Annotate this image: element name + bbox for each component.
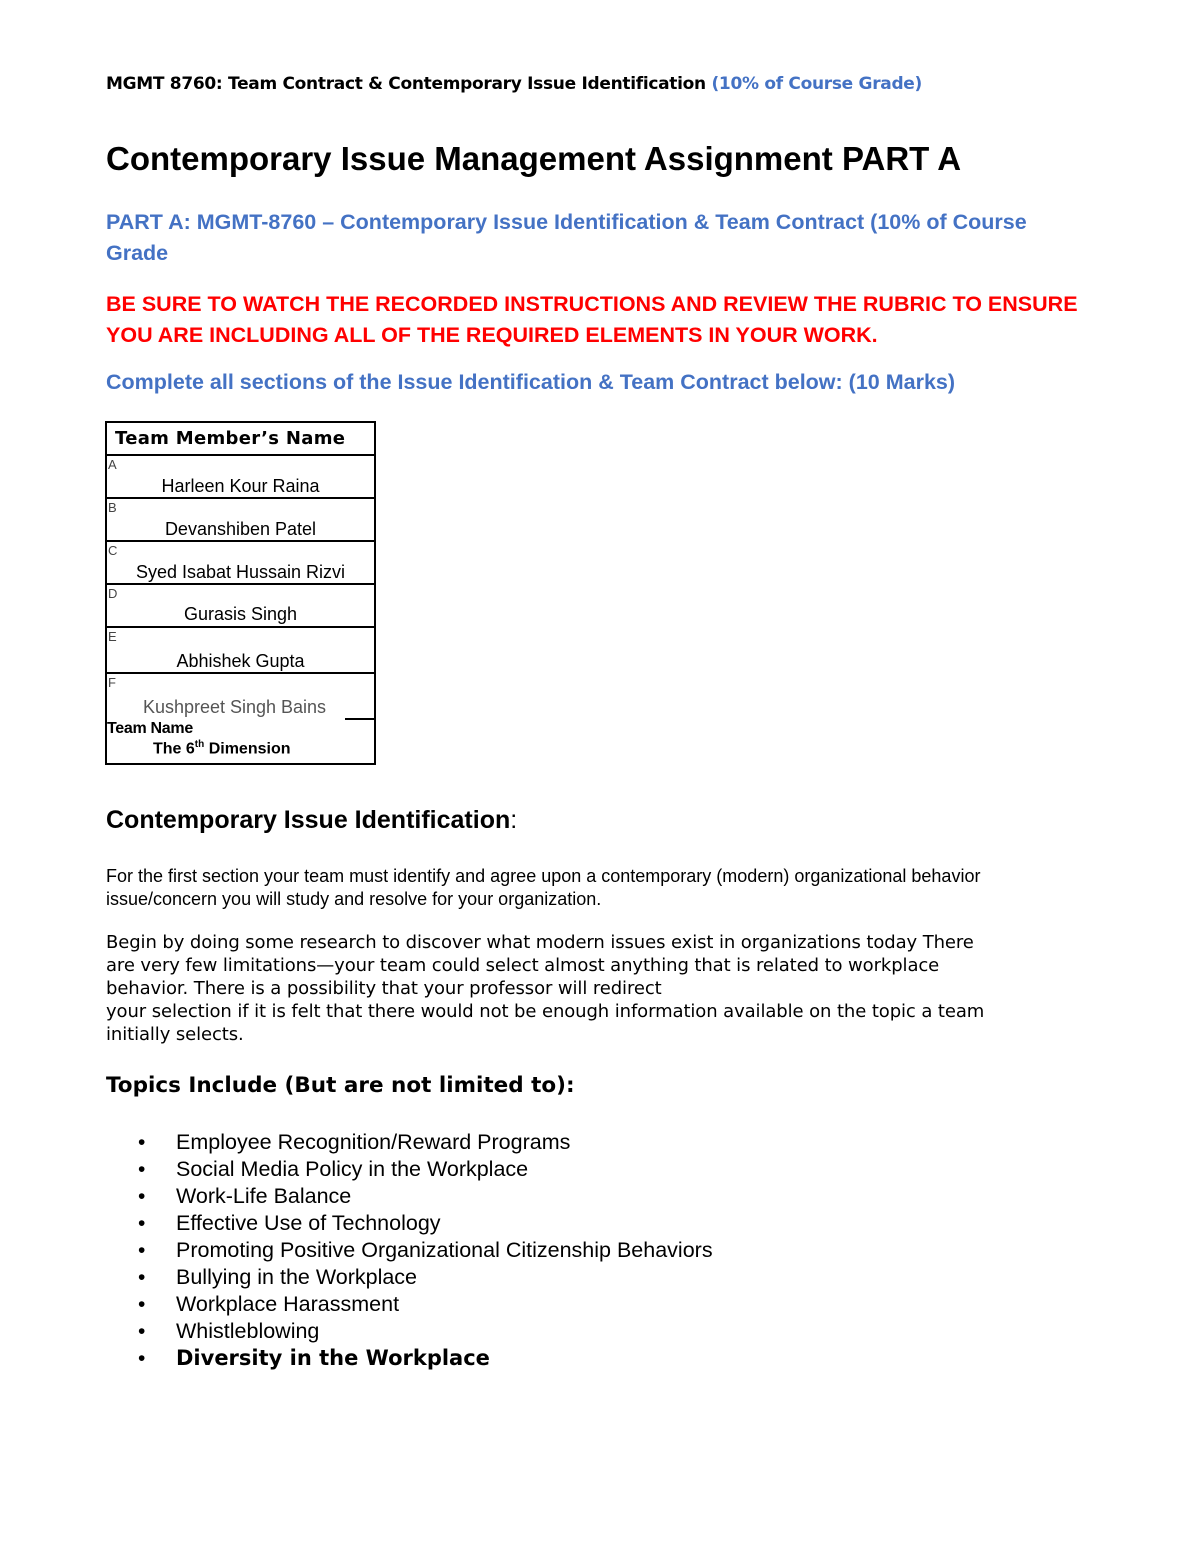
team-member-table — [105, 421, 376, 765]
team-member-row — [107, 456, 374, 499]
page-title: Contemporary Issue Management Assignment PART A — [106, 140, 962, 177]
member-letter: A — [108, 457, 117, 472]
team-member-row — [107, 628, 374, 674]
bullet-icon: • — [138, 1185, 146, 1208]
course-line: MGMT 8760: Team Contract & Contemporary Issue Identification — [106, 74, 706, 94]
topic-text: Employee Recognition/Reward Programs — [176, 1130, 571, 1154]
topic-text: Diversity in the Workplace — [176, 1346, 490, 1370]
bullet-icon: • — [138, 1212, 146, 1235]
issue-section-colon: : — [510, 806, 518, 834]
bullet-icon: • — [138, 1266, 146, 1289]
bullet-icon: • — [138, 1347, 146, 1370]
member-letter: F — [108, 675, 116, 690]
issue-paragraph-2 — [106, 931, 1096, 1046]
member-letter: E — [108, 629, 117, 644]
topic-text: Whistleblowing — [176, 1319, 320, 1343]
paragraph-line: Begin by doing some research to discover what modern issues exist in organizations today There — [106, 932, 974, 953]
team-name-sup: th — [194, 739, 205, 750]
team-member-row — [107, 542, 374, 585]
team-table-header-label: Team Member’s Name — [115, 428, 346, 449]
bullet-icon: • — [138, 1293, 146, 1316]
member-name: Abhishek Gupta — [176, 651, 305, 671]
paragraph-line: your selection if it is felt that there would not be enough information available on the topic a team — [106, 1001, 985, 1022]
issue-paragraph-1: For the first section your team must identify and agree upon a contemporary (modern) organizational behavior issue/concern you will study and resolve for your organization. — [106, 866, 981, 909]
team-member-row — [107, 585, 374, 628]
topic-text: Social Media Policy in the Workplace — [176, 1157, 529, 1181]
warning-text: BE SURE TO WATCH THE RECORDED INSTRUCTIONS AND REVIEW THE RUBRIC TO ENSURE YOU ARE INCLUDING ALL OF THE REQUIRED ELEMENTS IN YOUR WORK. — [106, 292, 1078, 347]
issue-section-title — [106, 806, 517, 835]
member-letter: B — [108, 500, 117, 515]
member-name: Gurasis Singh — [183, 604, 298, 624]
member-letter: C — [108, 543, 118, 558]
team-name-row — [107, 720, 374, 765]
topic-text: Work-Life Balance — [176, 1184, 352, 1208]
topic-text: Bullying in the Workplace — [176, 1265, 418, 1289]
team-member-row — [107, 674, 374, 720]
bullet-icon: • — [138, 1239, 146, 1262]
topic-text: Promoting Positive Organizational Citizenship Behaviors — [176, 1238, 713, 1262]
team-name-value — [153, 739, 290, 758]
issue-section-title-text: Contemporary Issue Identification — [106, 806, 511, 834]
team-name-suffix: Dimension — [204, 740, 291, 758]
bullet-icon: • — [138, 1320, 146, 1343]
course-header — [106, 74, 922, 94]
member-name: Syed Isabat Hussain Rizvi — [135, 562, 346, 582]
complete-instruction: Complete all sections of the Issue Identification & Team Contract below: (10 Marks) — [106, 370, 956, 394]
member-name: Kushpreet Singh Bains — [142, 697, 327, 717]
part-a-heading: PART A: MGMT-8760 – Contemporary Issue Identification & Team Contract (10% of Course Grade — [106, 210, 1027, 265]
member-name: Devanshiben Patel — [164, 519, 317, 539]
member-letter: D — [108, 586, 118, 601]
topic-text: Effective Use of Technology — [176, 1211, 441, 1235]
team-table-header — [107, 423, 374, 456]
grade-note: (10% of Course Grade) — [711, 74, 923, 94]
bullet-icon: • — [138, 1131, 146, 1154]
member-name: Harleen Kour Raina — [161, 476, 320, 496]
team-member-row — [107, 499, 374, 542]
bullet-icon: • — [138, 1158, 146, 1181]
paragraph-line: behavior. There is a possibility that your professor will redirect — [106, 978, 662, 999]
paragraph-line: initially selects. — [106, 1024, 244, 1045]
team-name-prefix: The 6 — [153, 740, 195, 758]
paragraph-line: are very few limitations—your team could select almost anything that is related to workplace — [106, 955, 940, 976]
team-name-label: Team Name — [107, 720, 193, 737]
topics-title: Topics Include (But are not limited to): — [106, 1073, 575, 1098]
topic-text: Workplace Harassment — [176, 1292, 400, 1316]
